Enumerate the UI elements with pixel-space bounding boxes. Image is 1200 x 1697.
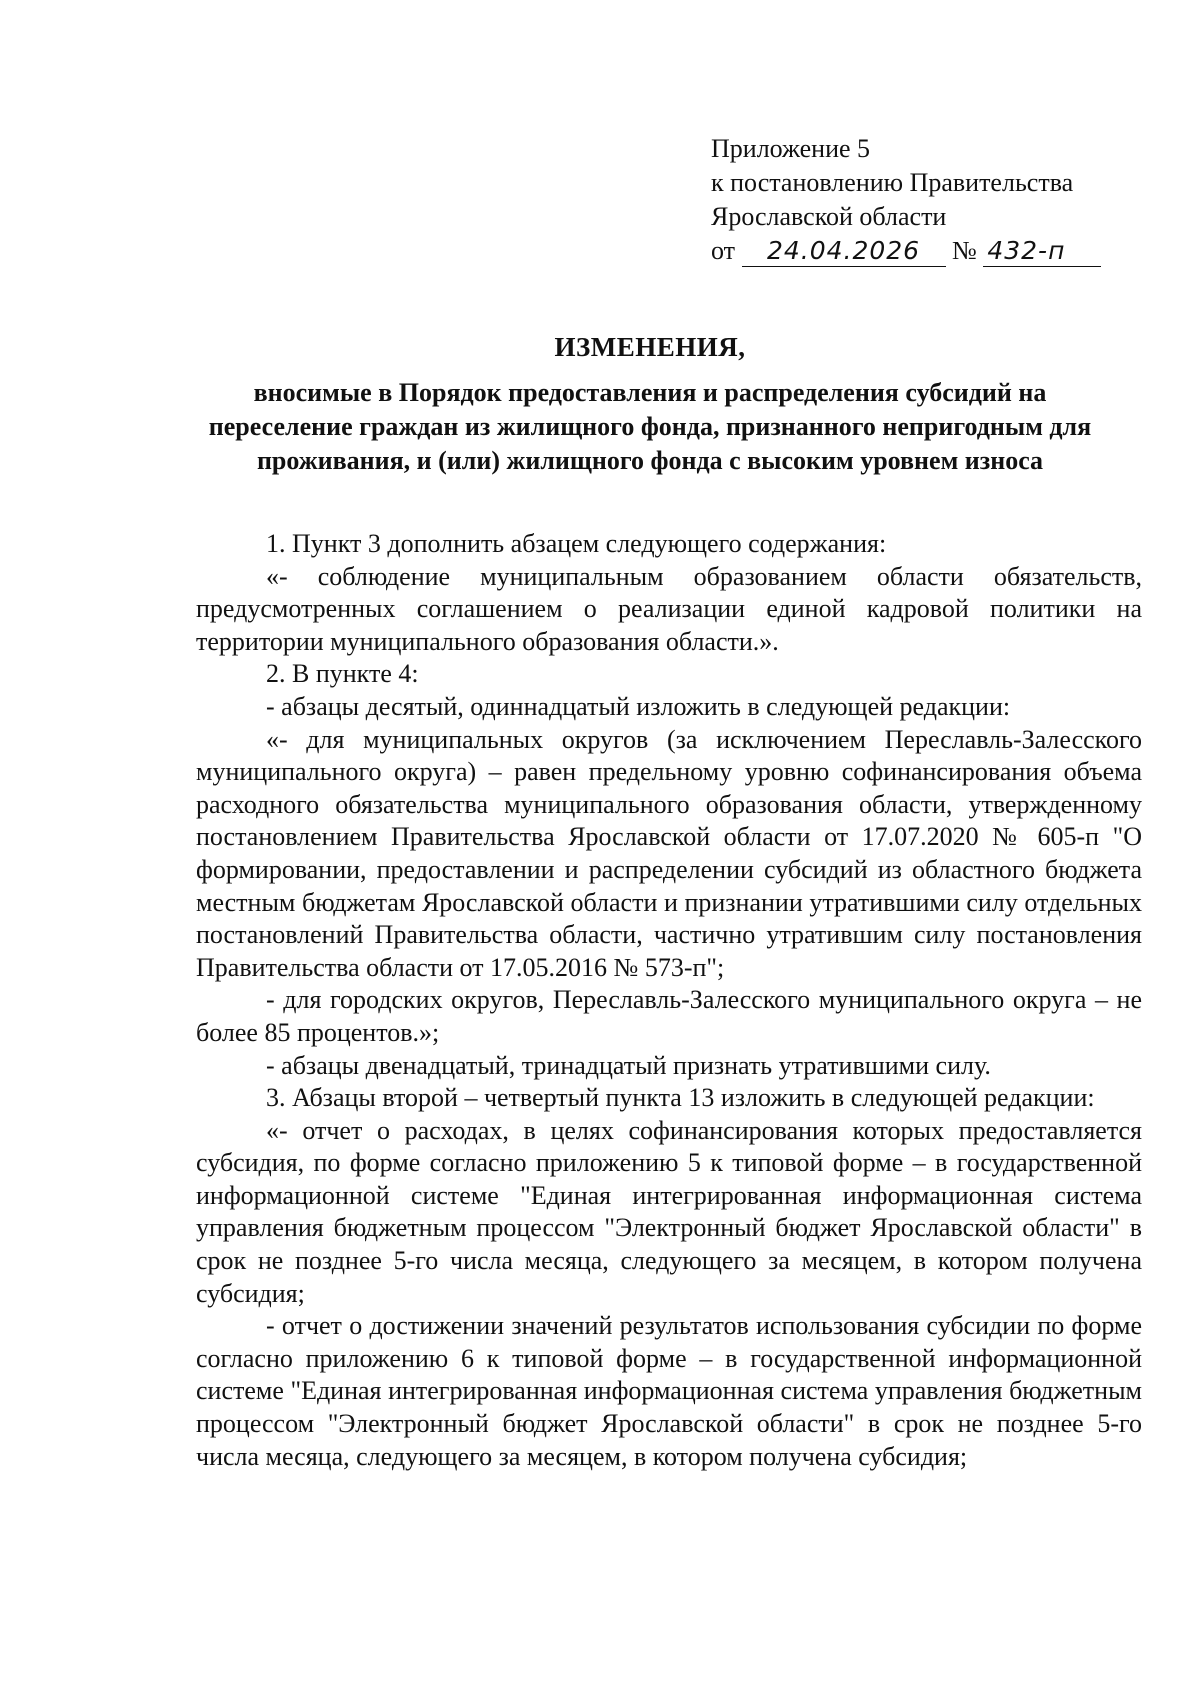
paragraph: 2. В пункте 4: <box>266 659 419 689</box>
document-body <box>196 528 1142 1473</box>
appendix-date-line <box>711 234 1101 268</box>
paragraph: - отчет о достижении значений результатов использования субсидии по форме согласно приложению 6 к типовой форме – в государственной информационной системе "Единая интегрированная информационная система управления бюджетным процессом "Электронный бюджет Ярославской области" в срок не позднее 5-го числа месяца, следующего за месяцем, в котором получена субсидия; <box>196 1311 1142 1471</box>
document-title <box>200 330 1100 478</box>
paragraph: 1. Пункт 3 дополнить абзацем следующего содержания: <box>266 529 887 558</box>
paragraph: - абзацы двенадцатый, тринадцатый признать утратившими силу. <box>266 1050 991 1080</box>
paragraph: - абзацы десятый, одиннадцатый изложить в следующей редакции: <box>266 691 1011 721</box>
title-subtitle: вносимые в Порядок предоставления и распределения субсидий на переселение граждан из жилищного фонда, признанного непригодным для проживания, и (или) жилищного фонда с высоким уровнем износа <box>208 378 1092 475</box>
handwritten-date: 24.04.2026 <box>742 236 946 267</box>
number-label: № <box>952 236 977 265</box>
paragraph: 3. Абзацы второй – четвертый пункта 13 изложить в следующей редакции: <box>266 1083 1095 1113</box>
title-main: ИЗМЕНЕНИЯ, <box>554 332 746 362</box>
appendix-resolution-ref: к постановлению Правительства <box>711 168 1074 197</box>
paragraph: «- отчет о расходах, в целях софинансирования которых предоставляется субсидия, по форме согласно приложению 5 к типовой форме – в государственной информационной системе "Единая интегрированная информационная система управления бюджетным процессом "Электронный бюджет Ярославской области" в срок не позднее 5-го числа месяца, следующего за месяцем, в котором получена субсидия; <box>196 1115 1142 1308</box>
handwritten-number: 432-п <box>983 236 1101 267</box>
paragraph: «- для муниципальных округов (за исключением Переславль-Залесского муниципального округа) – равен предельному уровню софинансирования объема расходного обязательства муниципального образования области, утвержденному постановлением Правительства Ярославской области от 17.07.2020 № 605-п "О формировании, предоставлении и распределении субсидий из областного бюджета местным бюджетам Ярославской области и признании утратившими силу отдельных постановлений Правительства области, частично утратившим силу постановления Правительства области от 17.05.2016 № 573-п"; <box>196 724 1142 982</box>
from-label: от <box>711 236 736 265</box>
paragraph: «- соблюдение муниципальным образованием области обязательств, предусмотренных соглашением о реализации единой кадровой политики на территории муниципального образования области.». <box>196 561 1142 656</box>
appendix-number: Приложение 5 <box>711 134 871 163</box>
paragraph: - для городских округов, Переславль-Залесского муниципального округа – не более 85 процентов.»; <box>196 985 1142 1047</box>
appendix-header <box>711 132 1101 268</box>
appendix-region: Ярославской области <box>711 202 947 231</box>
